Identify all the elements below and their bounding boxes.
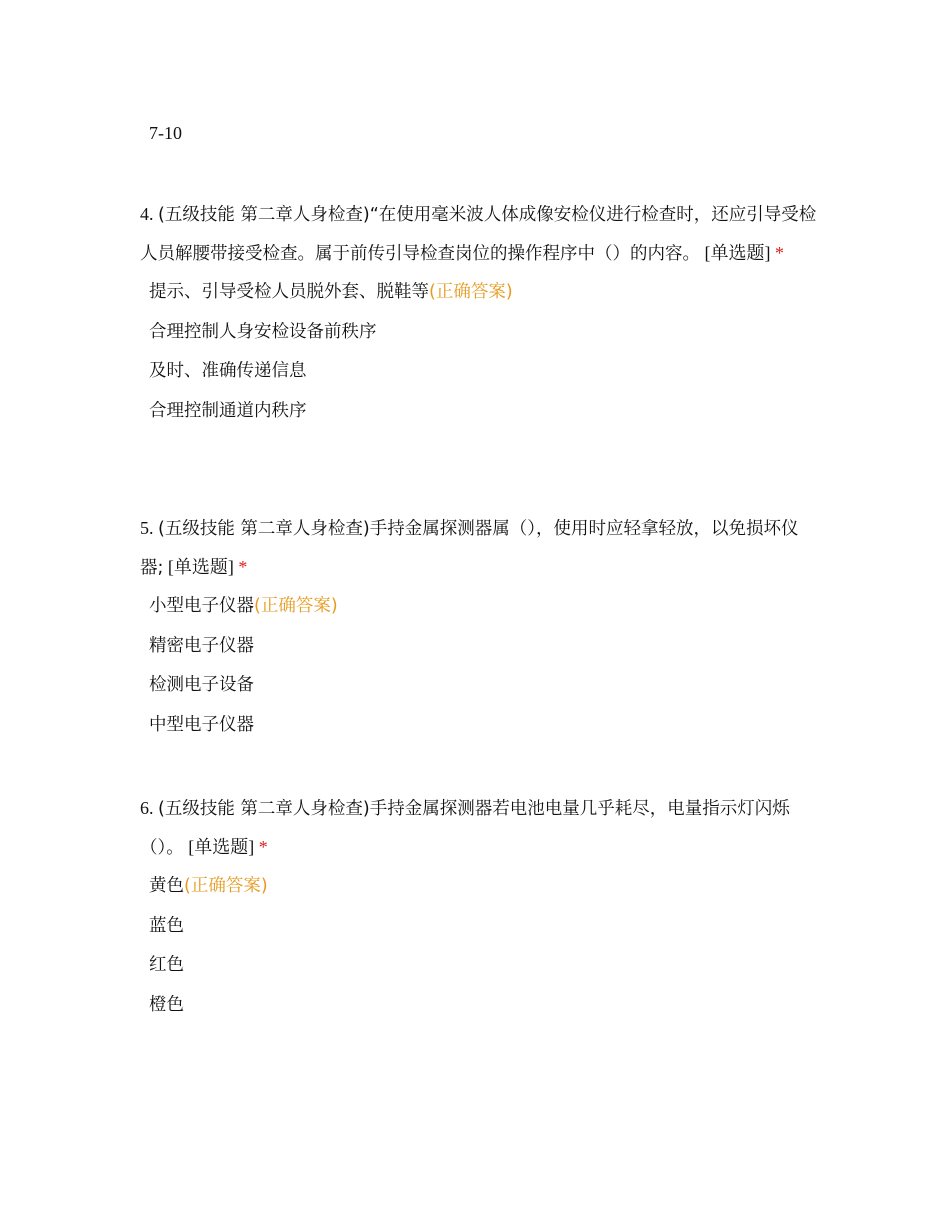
option-d bbox=[149, 993, 820, 1017]
question-stem bbox=[140, 195, 820, 273]
question-type: [单选题] bbox=[188, 837, 255, 857]
option-a bbox=[149, 280, 820, 304]
question-text: (五级技能 第二章人身检查)手持金属探测器若电池电量几乎耗尽，电量指示灯闪烁（）。 bbox=[140, 799, 790, 858]
option-label: 小型电子仪器 bbox=[149, 596, 254, 616]
option-b bbox=[149, 914, 820, 938]
option-label: 中型电子仪器 bbox=[149, 715, 254, 736]
question-type: [单选题] bbox=[167, 557, 234, 577]
required-mark: * bbox=[775, 243, 784, 263]
option-a bbox=[149, 874, 820, 898]
option-label: 合理控制人身安检设备前秩序 bbox=[149, 321, 377, 342]
question-4 bbox=[140, 195, 820, 439]
question-number: 4. bbox=[140, 204, 154, 224]
option-label: 黄色 bbox=[149, 876, 184, 896]
required-mark: * bbox=[258, 837, 268, 857]
option-c bbox=[149, 359, 820, 383]
correct-answer-marker: (正确答案) bbox=[429, 282, 513, 302]
question-number: 6. bbox=[140, 798, 154, 818]
option-label: 精密电子仪器 bbox=[149, 635, 254, 656]
question-number: 5. bbox=[140, 518, 154, 538]
option-d bbox=[149, 399, 820, 423]
question-type: [单选题] bbox=[704, 243, 771, 263]
option-c bbox=[149, 953, 820, 977]
option-b bbox=[149, 320, 820, 344]
option-a bbox=[149, 594, 820, 618]
option-c bbox=[149, 673, 820, 697]
question-stem bbox=[140, 509, 820, 587]
correct-answer-marker: (正确答案) bbox=[254, 596, 338, 616]
option-label: 红色 bbox=[149, 955, 184, 976]
correct-answer-marker: (正确答案) bbox=[184, 876, 268, 896]
option-label: 及时、准确传递信息 bbox=[149, 361, 307, 382]
option-label: 合理控制通道内秩序 bbox=[149, 401, 307, 422]
option-list bbox=[140, 594, 820, 737]
option-label: 检测电子设备 bbox=[149, 675, 254, 696]
option-b bbox=[149, 634, 820, 658]
question-stem bbox=[140, 789, 820, 867]
option-list bbox=[140, 280, 820, 423]
question-text: (五级技能 第二章人身检查)“在使用毫米波人体成像安检仪进行检查时，还应引导受检人员解腰带接受检查。属于前传引导检查岗位的操作程序中（）的内容。 bbox=[140, 205, 817, 264]
question-6 bbox=[140, 789, 820, 1033]
option-label: 蓝色 bbox=[149, 915, 184, 936]
option-label: 提示、引导受检人员脱外套、脱鞋等 bbox=[149, 282, 429, 302]
option-label: 橙色 bbox=[149, 995, 184, 1016]
question-text: (五级技能 第二章人身检查)手持金属探测器属（），使用时应轻拿轻放，以免损坏仪器; bbox=[140, 519, 799, 578]
required-mark: * bbox=[238, 557, 248, 577]
option-list bbox=[140, 874, 820, 1017]
option-d bbox=[149, 713, 820, 737]
question-5 bbox=[140, 509, 820, 753]
previous-answer-text: 7-10 bbox=[149, 123, 182, 143]
